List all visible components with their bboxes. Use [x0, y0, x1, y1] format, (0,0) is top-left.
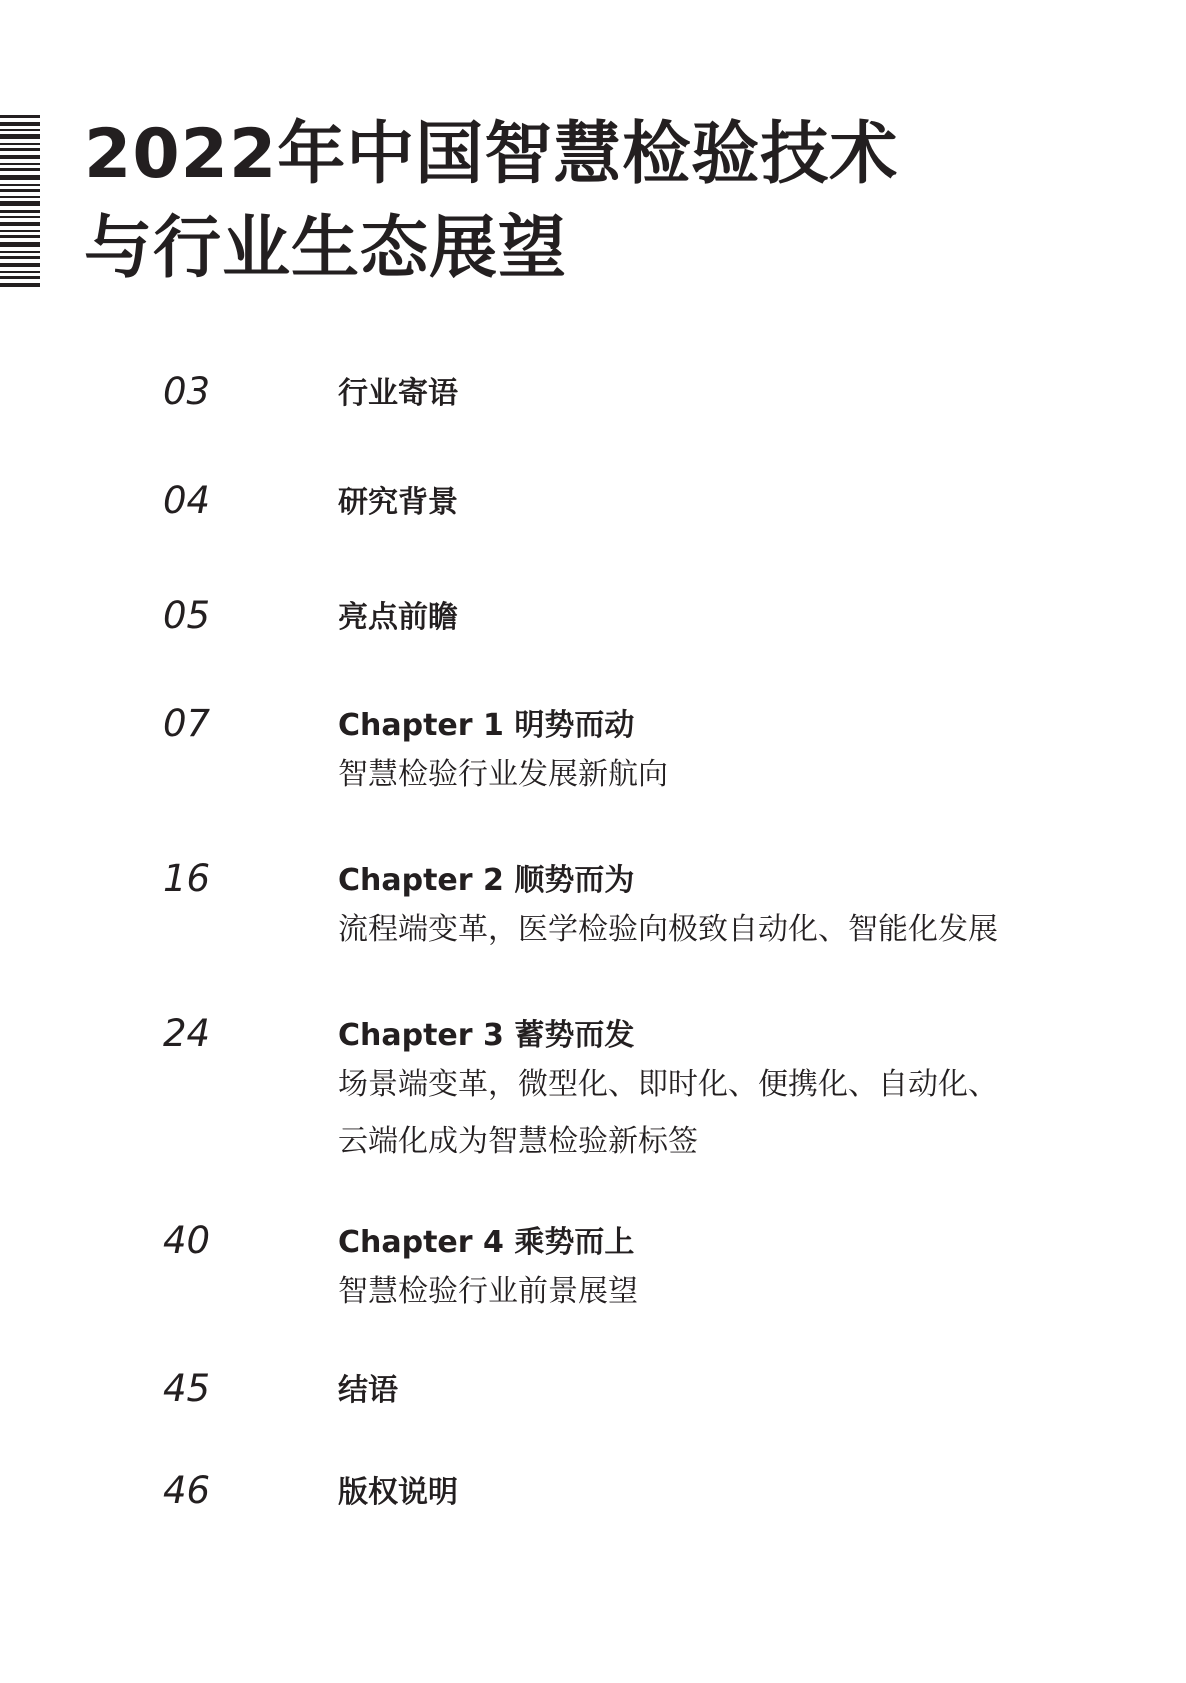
title-line-2: 与行业生态展望	[84, 209, 568, 288]
title-line-1: 2022年中国智慧检验技术	[84, 115, 899, 194]
toc-page-number: 46	[163, 1469, 211, 1512]
toc-page-number: 04	[163, 479, 211, 522]
toc-page-number: 03	[163, 370, 211, 413]
toc-heading: 研究背景	[338, 485, 458, 520]
toc-heading: 亮点前瞻	[338, 600, 458, 635]
toc-page-number: 05	[163, 594, 211, 637]
toc-page-number: 16	[163, 857, 211, 900]
toc-heading: Chapter 4 乘势而上	[338, 1225, 635, 1260]
toc-heading: 版权说明	[338, 1475, 458, 1510]
toc-heading: Chapter 1 明势而动	[338, 708, 635, 743]
barcode-decoration	[0, 115, 40, 287]
toc-heading: Chapter 3 蓄势而发	[338, 1018, 635, 1053]
toc-heading: 结语	[338, 1373, 398, 1408]
toc-subtitle: 流程端变革，医学检验向极致自动化、智能化发展	[338, 912, 998, 947]
page-title	[84, 108, 898, 296]
toc-subtitle: 场景端变革，微型化、即时化、便携化、自动化、	[338, 1067, 998, 1102]
toc-heading: 行业寄语	[338, 376, 458, 411]
toc-page-number: 07	[163, 702, 211, 745]
toc-subtitle: 智慧检验行业前景展望	[338, 1274, 638, 1309]
toc-page-number: 40	[163, 1219, 211, 1262]
toc-subtitle: 智慧检验行业发展新航向	[338, 757, 668, 792]
toc-page-number: 45	[163, 1367, 211, 1410]
toc-page-number: 24	[163, 1012, 211, 1055]
toc-subtitle: 云端化成为智慧检验新标签	[338, 1124, 698, 1159]
toc-heading: Chapter 2 顺势而为	[338, 863, 635, 898]
